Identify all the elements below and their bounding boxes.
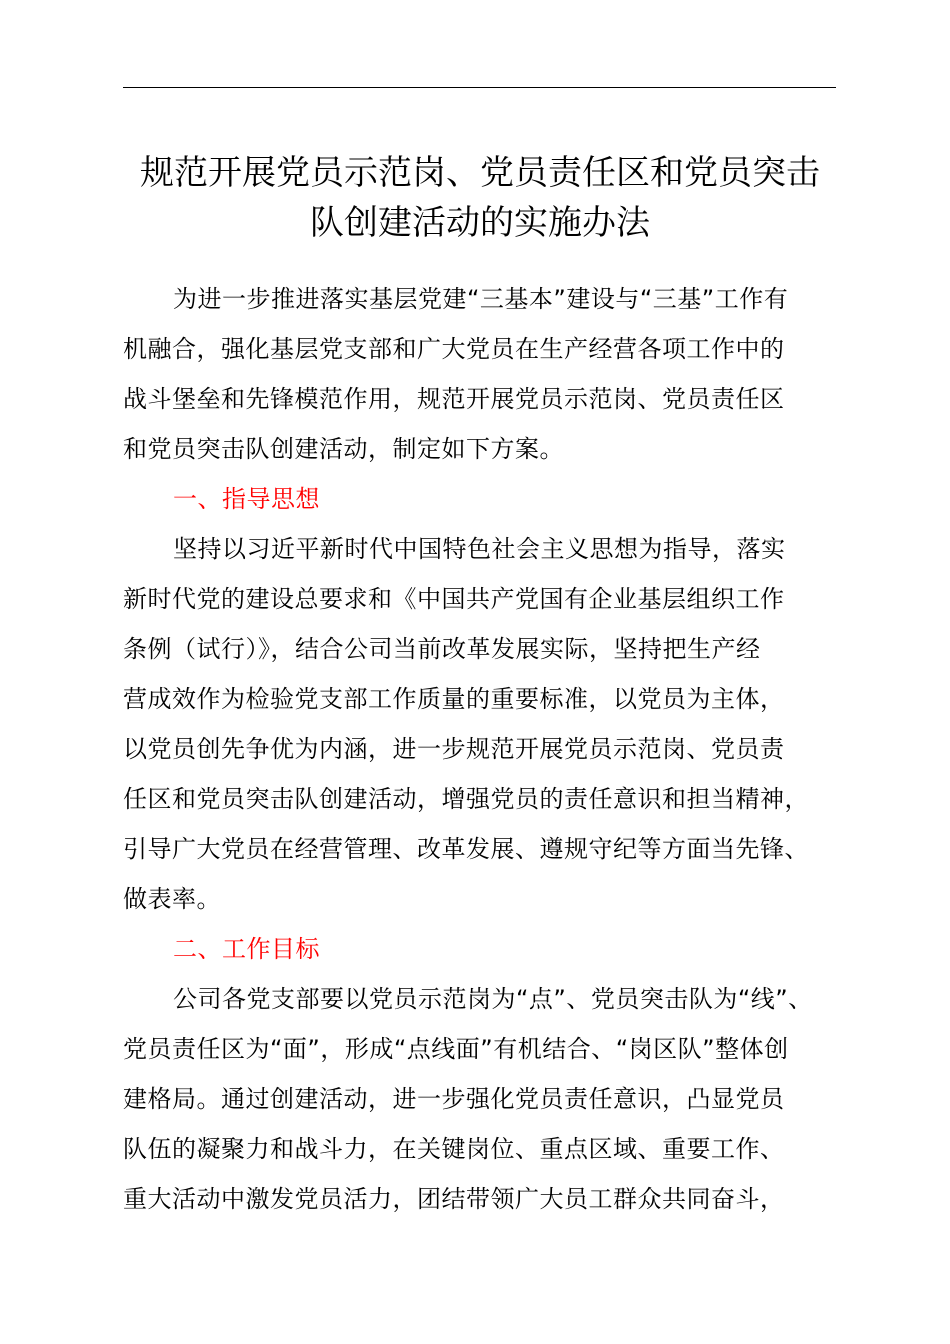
- section-heading-guiding-ideology: 一、指导思想: [173, 485, 320, 513]
- section2-line: 建格局。通过创建活动，进一步强化党员责任意识，凸显党员: [123, 1085, 785, 1113]
- section1-line: 任区和党员突击队创建活动，增强党员的责任意识和担当精神，: [123, 785, 809, 813]
- section2-paragraph: [123, 974, 836, 1224]
- section2-line: 党员责任区为“面”，形成“点线面”有机结合、“岗区队”整体创: [123, 1035, 789, 1063]
- section2-line: 重大活动中激发党员活力，团结带领广大员工群众共同奋斗，: [123, 1185, 785, 1213]
- section1-paragraph: [123, 524, 836, 924]
- section-heading-work-goals: 二、工作目标: [173, 935, 320, 963]
- header-rule: [123, 87, 836, 88]
- section1-line: 以党员创先争优为内涵，进一步规范开展党员示范岗、党员责: [123, 735, 785, 763]
- section1-line: 营成效作为检验党支部工作质量的重要标准，以党员为主体，: [123, 685, 785, 713]
- section2-line: 队伍的凝聚力和战斗力，在关键岗位、重点区域、重要工作、: [123, 1135, 785, 1163]
- section1-line: 引导广大党员在经营管理、改革发展、遵规守纪等方面当先锋、: [123, 835, 809, 863]
- document-title: [110, 148, 850, 248]
- intro-line: 为进一步推进落实基层党建“三基本”建设与“三基”工作有: [173, 285, 789, 313]
- section1-line: 坚持以习近平新时代中国特色社会主义思想为指导，落实: [173, 535, 786, 563]
- document-body: [123, 274, 836, 1224]
- title-line-1: 规范开展党员示范岗、党员责任区和党员突击: [140, 153, 820, 193]
- intro-paragraph: [123, 274, 836, 474]
- intro-line: 战斗堡垒和先锋模范作用，规范开展党员示范岗、党员责任区: [123, 385, 785, 413]
- section1-line: 新时代党的建设总要求和《中国共产党国有企业基层组织工作: [123, 585, 785, 613]
- title-line-2: 队创建活动的实施办法: [310, 203, 650, 243]
- section2-line: 公司各党支部要以党员示范岗为“点”、党员突击队为“线”、: [173, 985, 813, 1013]
- intro-line: 机融合，强化基层党支部和广大党员在生产经营各项工作中的: [123, 335, 785, 363]
- section1-line: 做表率。: [123, 885, 221, 913]
- intro-line: 和党员突击队创建活动，制定如下方案。: [123, 435, 564, 463]
- section1-line: 条例（试行）》，结合公司当前改革发展实际，坚持把生产经: [123, 635, 761, 663]
